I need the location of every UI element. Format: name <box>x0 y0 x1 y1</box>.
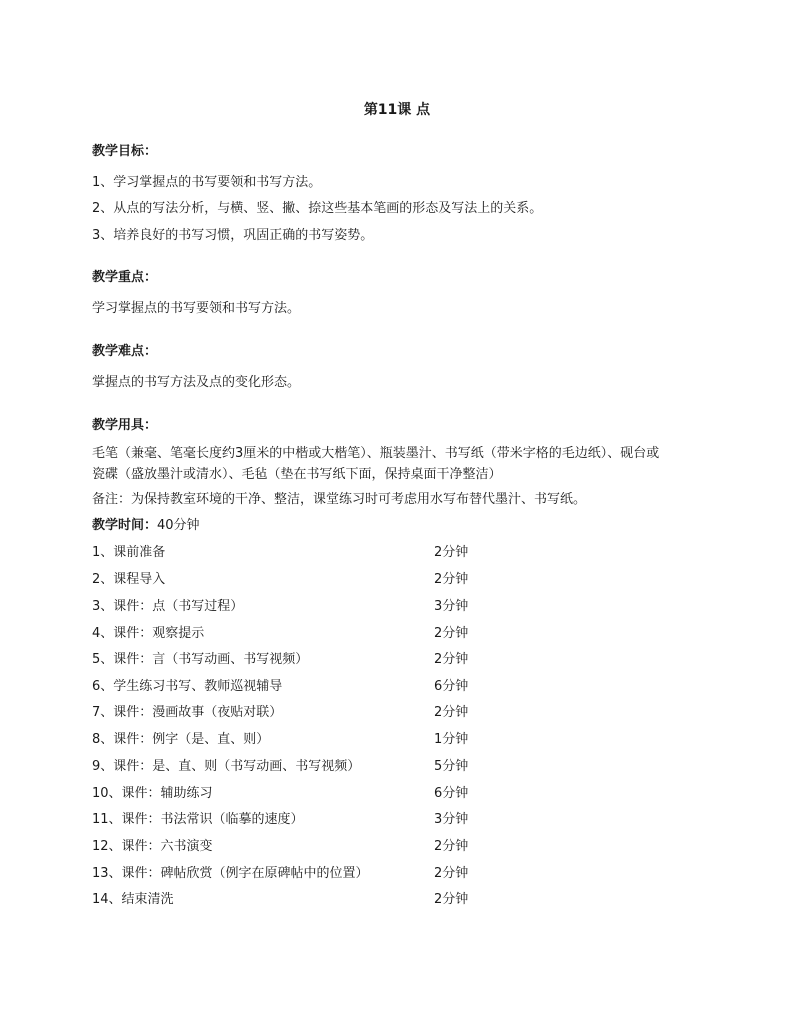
schedule-item: 14、结束清洗 <box>92 892 174 907</box>
schedule-item: 11、课件：书法常识（临摹的速度） <box>92 812 304 827</box>
schedule-duration: 2分钟 <box>434 545 469 560</box>
schedule-item: 6、学生练习书写、教师巡视辅导 <box>92 679 283 694</box>
teaching-time <box>92 517 200 535</box>
schedule-item: 12、课件：六书演变 <box>92 839 213 854</box>
schedule-item: 9、课件：是、直、则（书写动画、书写视频） <box>92 759 361 774</box>
schedule-row <box>92 571 512 589</box>
tools-note: 备注：为保持教室环境的干净、整洁，课堂练习时可考虑用水写布替代墨汁、书写纸。 <box>92 492 587 507</box>
schedule-duration: 2分钟 <box>434 892 469 907</box>
schedule-row <box>92 598 512 616</box>
goals-heading: 教学目标： <box>92 144 158 159</box>
schedule-duration: 2分钟 <box>434 572 469 587</box>
schedule-row <box>92 785 512 803</box>
schedule-item: 10、课件：辅助练习 <box>92 786 213 801</box>
schedule-item: 3、课件：点（书写过程） <box>92 599 244 614</box>
goal-item: 1、学习掌握点的书写要领和书写方法。 <box>92 175 322 190</box>
schedule-duration: 5分钟 <box>434 759 469 774</box>
schedule-item: 7、课件：漫画故事（夜贴对联） <box>92 705 283 720</box>
goal-item: 3、培养良好的书写习惯，巩固正确的书写姿势。 <box>92 228 374 243</box>
difficulties-text: 掌握点的书写方法及点的变化形态。 <box>92 375 301 390</box>
goal-item: 2、从点的写法分析，与横、竖、撇、捺这些基本笔画的形态及写法上的关系。 <box>92 201 543 216</box>
schedule-duration: 2分钟 <box>434 705 469 720</box>
schedule-duration: 1分钟 <box>434 732 469 747</box>
schedule-duration: 6分钟 <box>434 786 469 801</box>
schedule-row <box>92 704 512 722</box>
schedule-duration: 3分钟 <box>434 812 469 827</box>
schedule-item: 8、课件：例字（是、直、则） <box>92 732 270 747</box>
tools-heading: 教学用具： <box>92 418 158 433</box>
teaching-time-label: 教学时间： <box>92 518 158 533</box>
schedule-row <box>92 544 512 562</box>
schedule-duration: 3分钟 <box>434 599 469 614</box>
schedule-duration: 2分钟 <box>434 626 469 641</box>
schedule-row <box>92 678 512 696</box>
key-points-text: 学习掌握点的书写要领和书写方法。 <box>92 301 301 316</box>
tools-text-line-1: 毛笔（兼毫、笔毫长度约3厘米的中楷或大楷笔）、瓶装墨汁、书写纸（带米字格的毛边纸）、砚台或 <box>92 446 660 461</box>
schedule-item: 5、课件：言（书写动画、书写视频） <box>92 652 309 667</box>
schedule-row <box>92 865 512 883</box>
schedule-item: 2、课程导入 <box>92 572 166 587</box>
schedule-row <box>92 651 512 669</box>
schedule-duration: 6分钟 <box>434 679 469 694</box>
schedule-row <box>92 758 512 776</box>
schedule-item: 1、课前准备 <box>92 545 166 560</box>
difficulties-heading: 教学难点： <box>92 344 158 359</box>
tools-text-line-2: 瓷碟（盛放墨汁或清水）、毛毡（垫在书写纸下面，保持桌面干净整洁） <box>92 467 502 482</box>
schedule-row <box>92 891 512 909</box>
schedule-row <box>92 731 512 749</box>
schedule-row <box>92 625 512 643</box>
schedule-row <box>92 838 512 856</box>
lesson-title: 第11课 点 <box>363 102 431 118</box>
schedule-duration: 2分钟 <box>434 866 469 881</box>
schedule-duration: 2分钟 <box>434 652 469 667</box>
schedule-row <box>92 811 512 829</box>
key-points-heading: 教学重点： <box>92 270 158 285</box>
schedule-item: 13、课件：碑帖欣赏（例字在原碑帖中的位置） <box>92 866 369 881</box>
schedule-duration: 2分钟 <box>434 839 469 854</box>
schedule-item: 4、课件：观察提示 <box>92 626 205 641</box>
teaching-time-total: 40分钟 <box>157 518 200 533</box>
